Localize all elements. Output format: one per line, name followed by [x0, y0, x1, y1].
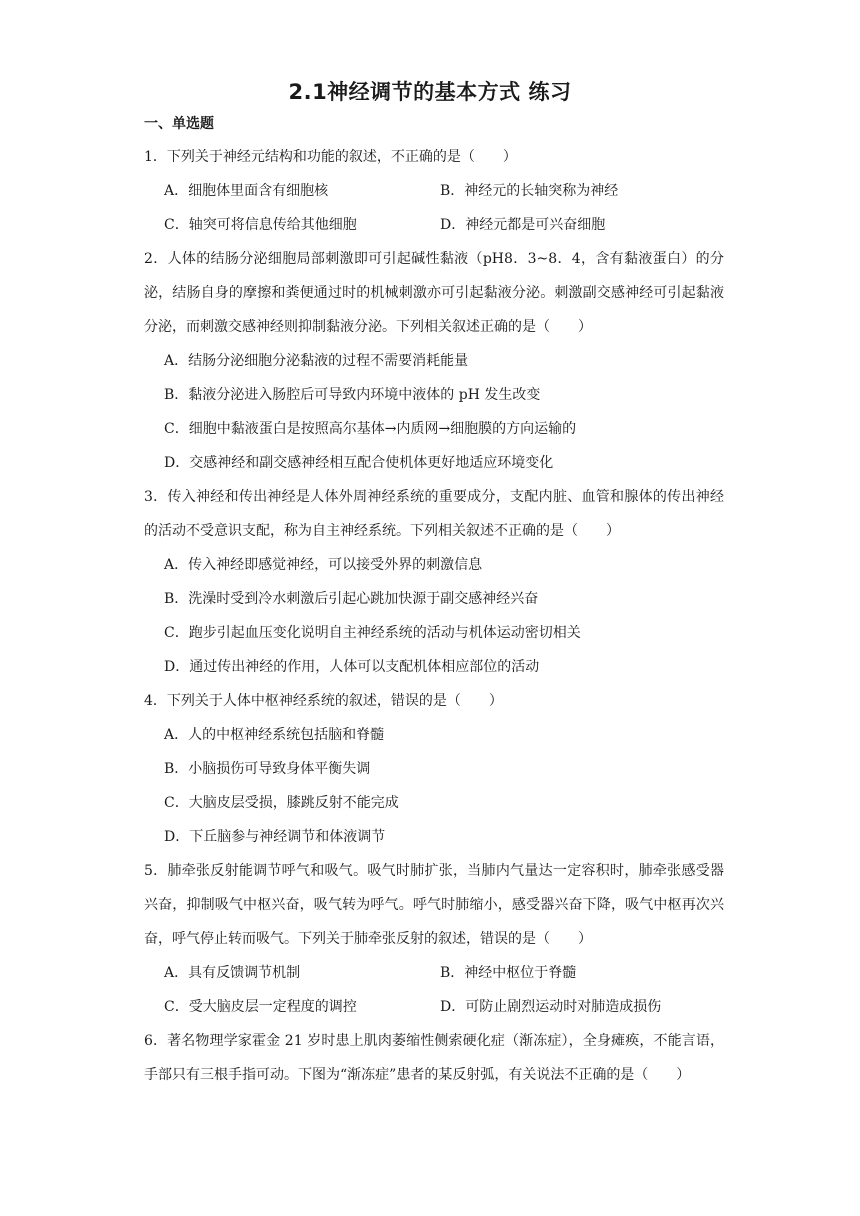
option-c: C．大脑皮层受损，膝跳反射不能完成: [164, 795, 399, 811]
question-list: [144, 140, 724, 1092]
option-row: [144, 990, 724, 1024]
option-d: D．下丘脑参与神经调节和体液调节: [164, 829, 386, 845]
question-stem: 5．肺牵张反射能调节呼气和吸气。吸气时肺扩张，当肺内气量达一定容积时，肺牵张感受器兴奋，抑制吸气中枢兴奋，吸气转为呼气。呼气时肺缩小，感受器兴奋下降，吸气中枢再次兴奋，呼气停止转而吸气。下列关于肺牵张反射的叙述，错误的是（ ）: [144, 863, 724, 947]
question-stem: 3．传入神经和传出神经是人体外周神经系统的重要成分，支配内脏、血管和腺体的传出神经的活动不受意识支配，称为自主神经系统。下列相关叙述不正确的是（ ）: [144, 489, 724, 539]
question-5: [144, 854, 724, 1024]
option-d: D．通过传出神经的作用，人体可以支配机体相应部位的活动: [164, 659, 540, 675]
option-b: B．小脑损伤可导致身体平衡失调: [164, 761, 371, 777]
option-d: D．神经元都是可兴奋细胞: [440, 217, 606, 233]
option-row: [144, 208, 724, 242]
option-b: B．黏液分泌进入肠腔后可导致内环境中液体的 pH 发生改变: [164, 387, 541, 403]
option-d: D．可防止剧烈运动时对肺造成损伤: [440, 999, 662, 1015]
option-b: B．神经中枢位于脊髓: [440, 965, 577, 981]
question-4: [144, 684, 724, 854]
option-a: A．传入神经即感觉神经，可以接受外界的刺激信息: [164, 557, 483, 573]
question-1: [144, 140, 724, 242]
question-stem: 1．下列关于神经元结构和功能的叙述，不正确的是（ ）: [144, 149, 517, 165]
option-a: A．具有反馈调节机制: [164, 965, 301, 981]
question-2: [144, 242, 724, 480]
option-b: B．神经元的长轴突称为神经: [440, 183, 619, 199]
option-row: [144, 956, 724, 990]
question-3: [144, 480, 724, 684]
page-title: 2.1神经调节的基本方式 练习: [288, 80, 572, 104]
option-b: B．洗澡时受到冷水刺激后引起心跳加快源于副交感神经兴奋: [164, 591, 539, 607]
option-row: [144, 174, 724, 208]
question-6: [144, 1024, 724, 1092]
section-heading: 一、单选题: [144, 116, 214, 132]
option-c: C．轴突可将信息传给其他细胞: [164, 217, 357, 233]
option-a: A．细胞体里面含有细胞核: [164, 183, 329, 199]
option-a: A．结肠分泌细胞分泌黏液的过程不需要消耗能量: [164, 353, 469, 369]
option-c: C．受大脑皮层一定程度的调控: [164, 999, 357, 1015]
question-stem: 4．下列关于人体中枢神经系统的叙述，错误的是（ ）: [144, 693, 503, 709]
question-stem: 2．人体的结肠分泌细胞局部刺激即可引起碱性黏液（pH8．3~8．4，含有黏液蛋白）的分泌，结肠自身的摩擦和粪便通过时的机械刺激亦可引起黏液分泌。刺激副交感神经可引起黏液分泌，而刺激交感神经则抑制黏液分泌。下列相关叙述正确的是（ ）: [144, 251, 724, 335]
option-c: C．细胞中黏液蛋白是按照高尔基体→内质网→细胞膜的方向运输的: [164, 421, 577, 437]
option-a: A．人的中枢神经系统包括脑和脊髓: [164, 727, 385, 743]
option-c: C．跑步引起血压变化说明自主神经系统的活动与机体运动密切相关: [164, 625, 581, 641]
option-d: D．交感神经和副交感神经相互配合使机体更好地适应环境变化: [164, 455, 554, 471]
question-stem: 6．著名物理学家霍金 21 岁时患上肌肉萎缩性侧索硬化症（渐冻症），全身瘫痪，不能言语，手部只有三根手指可动。下图为“渐冻症”患者的某反射弧，有关说法不正确的是（ ）: [144, 1033, 724, 1083]
